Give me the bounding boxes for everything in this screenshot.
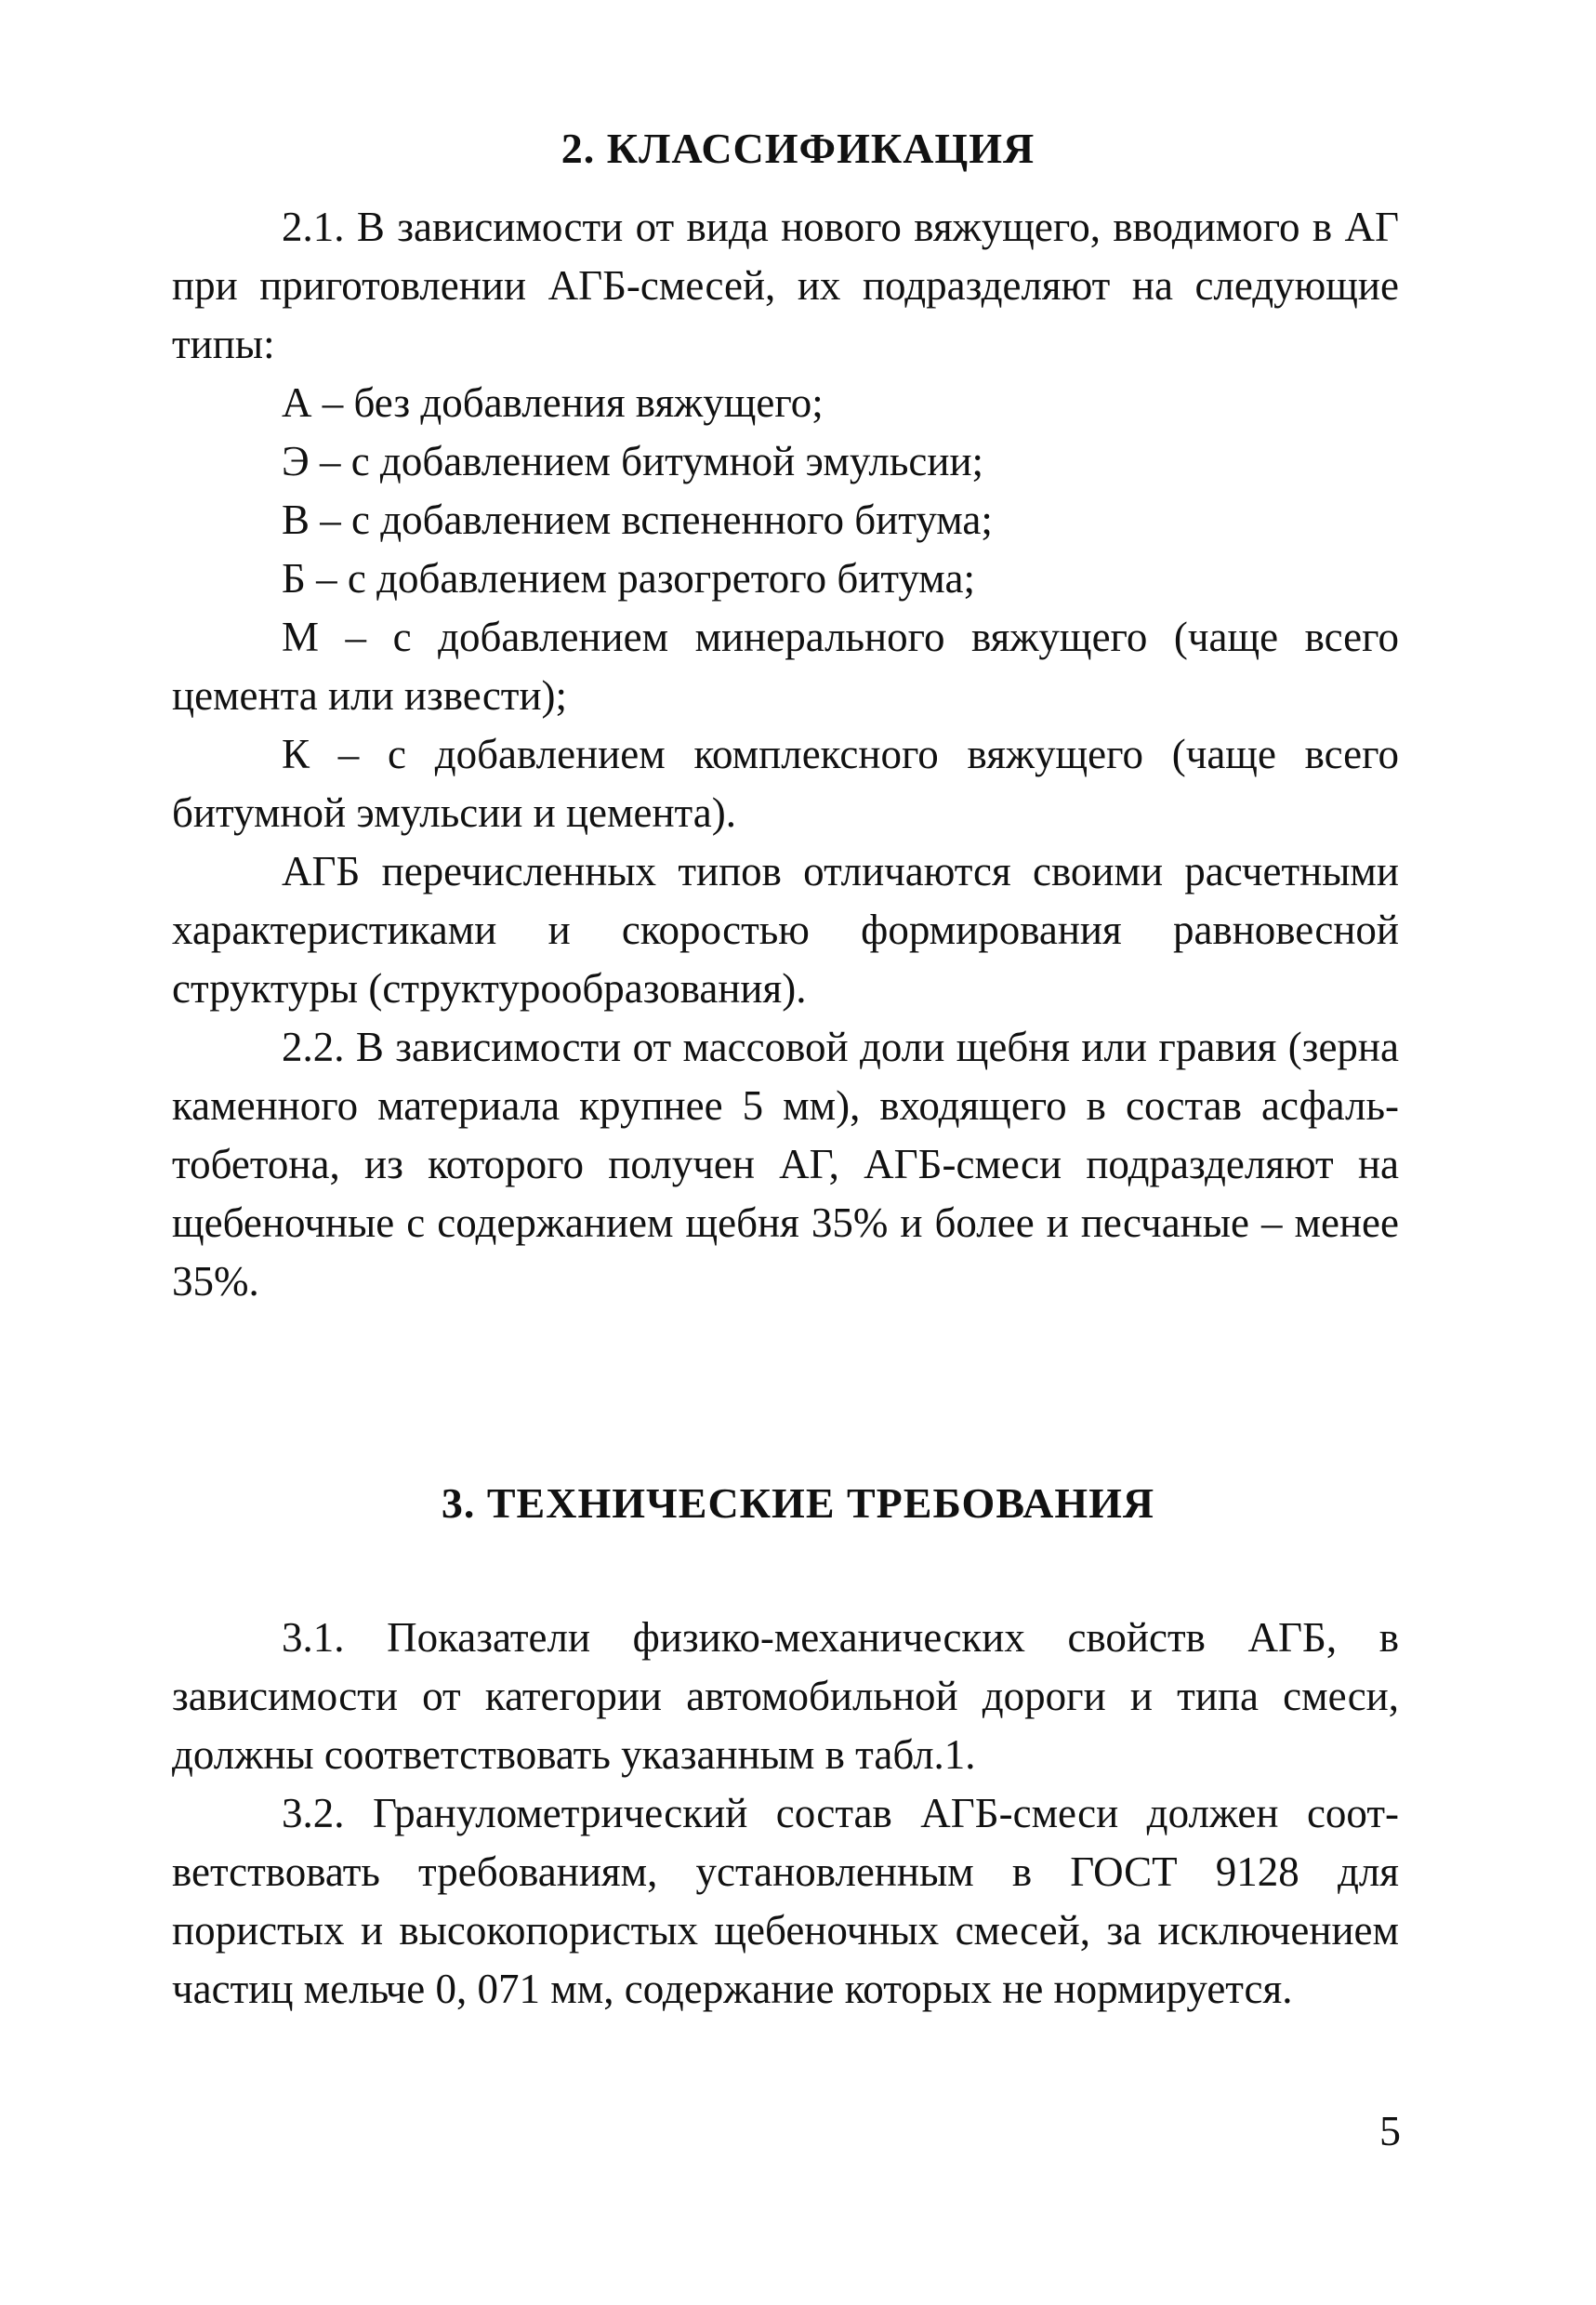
paragraph-3-2-line: 3.2. Гранулометрический состав АГБ-смеси должен соот- (282, 1790, 1399, 1836)
paragraph-2-1-line: 2.1. В зависимости от вида нового вяжущего, вводимого в АГ (282, 204, 1399, 250)
type-list-item-v: В – с добавлением вспененного битума; (282, 497, 993, 543)
paragraph-3-2-line: частиц мельче 0, 071 мм, содержание которых не нормируется. (172, 1966, 1293, 2012)
section-2-body (172, 198, 1399, 1311)
paragraph-3-1-line: должны соответствовать указанным в табл.1. (172, 1731, 976, 1778)
type-list-item-a: А – без добавления вяжущего; (282, 379, 824, 426)
type-list-item-b: Б – с добавлением разогретого битума; (282, 555, 975, 602)
paragraph-2-2-line: каменного материала крупнее 5 мм), входящего в состав асфаль- (172, 1082, 1399, 1129)
page-number: 5 (1379, 2107, 1401, 2154)
paragraph-2-2-line: тобетона, из которого получен АГ, АГБ-смеси подразделяют на (172, 1141, 1399, 1187)
section-3-body (172, 1609, 1399, 2019)
section-3-heading: 3. ТЕХНИЧЕСКИЕ ТРЕБОВАНИЯ (441, 1479, 1155, 1527)
paragraph-agb-line: характеристиками и скоростью формирования равновесной (172, 907, 1399, 953)
section-2-heading: 2. КЛАССИФИКАЦИЯ (561, 125, 1035, 172)
paragraph-2-2-line: 35%. (172, 1258, 259, 1305)
type-list-item-k: К – с добавлением комплексного вяжущего (чаще всего (282, 731, 1399, 777)
type-list-item-k-cont: битумной эмульсии и цемента). (172, 789, 736, 836)
type-list-item-e: Э – с добавлением битумной эмульсии; (282, 438, 984, 484)
paragraph-agb-line: АГБ перечисленных типов отличаются своими расчетными (282, 848, 1399, 894)
paragraph-3-2-line: ветствовать требованиям, установленным в ГОСТ 9128 для (172, 1848, 1399, 1895)
paragraph-3-1-line: 3.1. Показатели физико-механических свойств АГБ, в (282, 1614, 1399, 1661)
paragraph-2-2-line: 2.2. В зависимости от массовой доли щебня или гравия (зерна (282, 1024, 1399, 1070)
type-list-item-m: М – с добавлением минерального вяжущего (чаще всего (282, 614, 1399, 660)
paragraph-3-1-line: зависимости от категории автомобильной дороги и типа смеси, (172, 1673, 1399, 1719)
paragraph-agb-line: структуры (структурообразования). (172, 965, 807, 1012)
paragraph-3-2-line: пористых и высокопористых щебеночных смесей, за исключением (172, 1907, 1399, 1954)
paragraph-2-1-line: при приготовлении АГБ-смесей, их подразделяют на следующие (172, 262, 1399, 309)
paragraph-2-2-line: щебеночные с содержанием щебня 35% и более и песчаные – менее (172, 1199, 1399, 1246)
paragraph-2-1-line: типы: (172, 321, 275, 367)
type-list-item-m-cont: цемента или извести); (172, 672, 568, 719)
